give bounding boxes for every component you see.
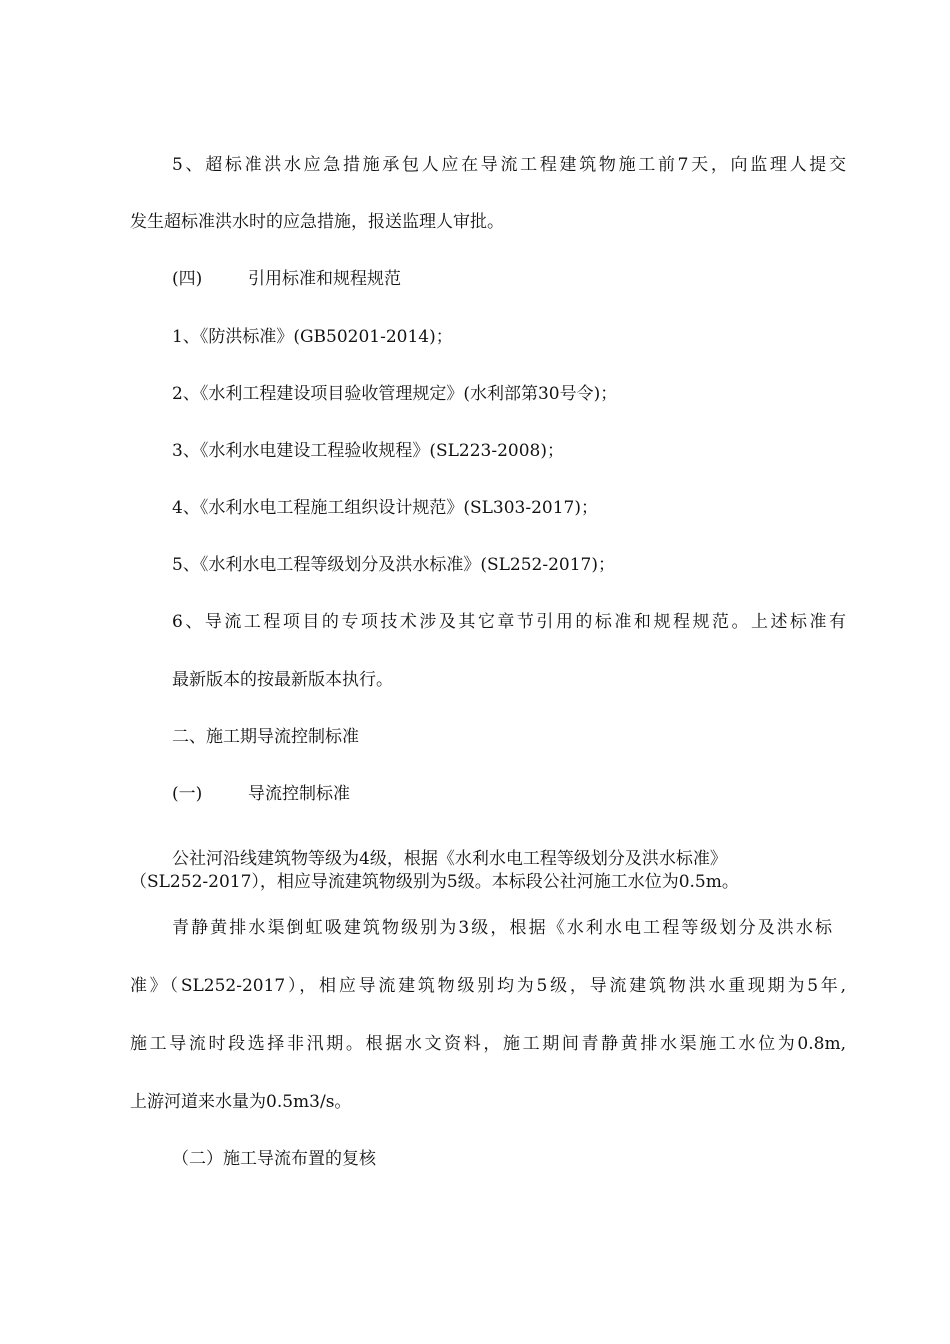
para-6-line-2: 最新版本的按最新版本执行。 bbox=[172, 670, 393, 690]
para-qingjing-line-3: 施工导流时段选择非汛期。根据水文资料，施工期间青静黄排水渠施工水位为0.8m, bbox=[130, 1034, 846, 1054]
standard-item-3: 3、《水利水电建设工程验收规程》(SL223-2008)； bbox=[172, 441, 564, 461]
standard-item-2: 2、《水利工程建设项目验收管理规定》(水利部第30号令)； bbox=[172, 384, 618, 404]
section-2-heading: （二）施工导流布置的复核 bbox=[172, 1149, 376, 1169]
section-4-heading bbox=[172, 268, 401, 290]
para-qingjing-line-4: 上游河道来水量为0.5m3/s。 bbox=[130, 1092, 352, 1112]
para-qingjing-line-1: 青静黄排水渠倒虹吸建筑物级别为3级，根据《水利水电工程等级划分及洪水标 bbox=[172, 918, 832, 938]
section-1-title: 导流控制标准 bbox=[248, 784, 350, 804]
para-5-line-2: 发生超标准洪水时的应急措施，报送监理人审批。 bbox=[130, 212, 504, 232]
section-4-title: 引用标准和规程规范 bbox=[248, 269, 401, 289]
section-1-heading bbox=[172, 783, 350, 805]
standard-item-1: 1、《防洪标准》(GB50201-2014)； bbox=[172, 327, 453, 347]
para-5-line-1: 5、超标准洪水应急措施承包人应在导流工程建筑物施工前7天，向监理人提交 bbox=[172, 155, 846, 175]
chapter-2-heading: 二、施工期导流控制标准 bbox=[172, 727, 359, 747]
para-gongshe-line-2: （SL252-2017），相应导流建筑物级别为5级。本标段公社河施工水位为0.5m。 bbox=[130, 872, 739, 892]
standard-item-4: 4、《水利水电工程施工组织设计规范》(SL303-2017)； bbox=[172, 498, 598, 518]
standard-item-5: 5、《水利水电工程等级划分及洪水标准》(SL252-2017)； bbox=[172, 555, 615, 575]
section-1-number: (一) bbox=[172, 784, 203, 804]
para-qingjing-line-2: 准》（SL252-2017），相应导流建筑物级别均为5级，导流建筑物洪水重现期为5年, bbox=[130, 976, 846, 996]
section-4-number: (四) bbox=[172, 269, 203, 289]
para-6-line-1: 6、导流工程项目的专项技术涉及其它章节引用的标准和规程规范。上述标准有 bbox=[172, 612, 846, 632]
para-gongshe-line-1: 公社河沿线建筑物等级为4级，根据《水利水电工程等级划分及洪水标准》 bbox=[172, 849, 727, 869]
